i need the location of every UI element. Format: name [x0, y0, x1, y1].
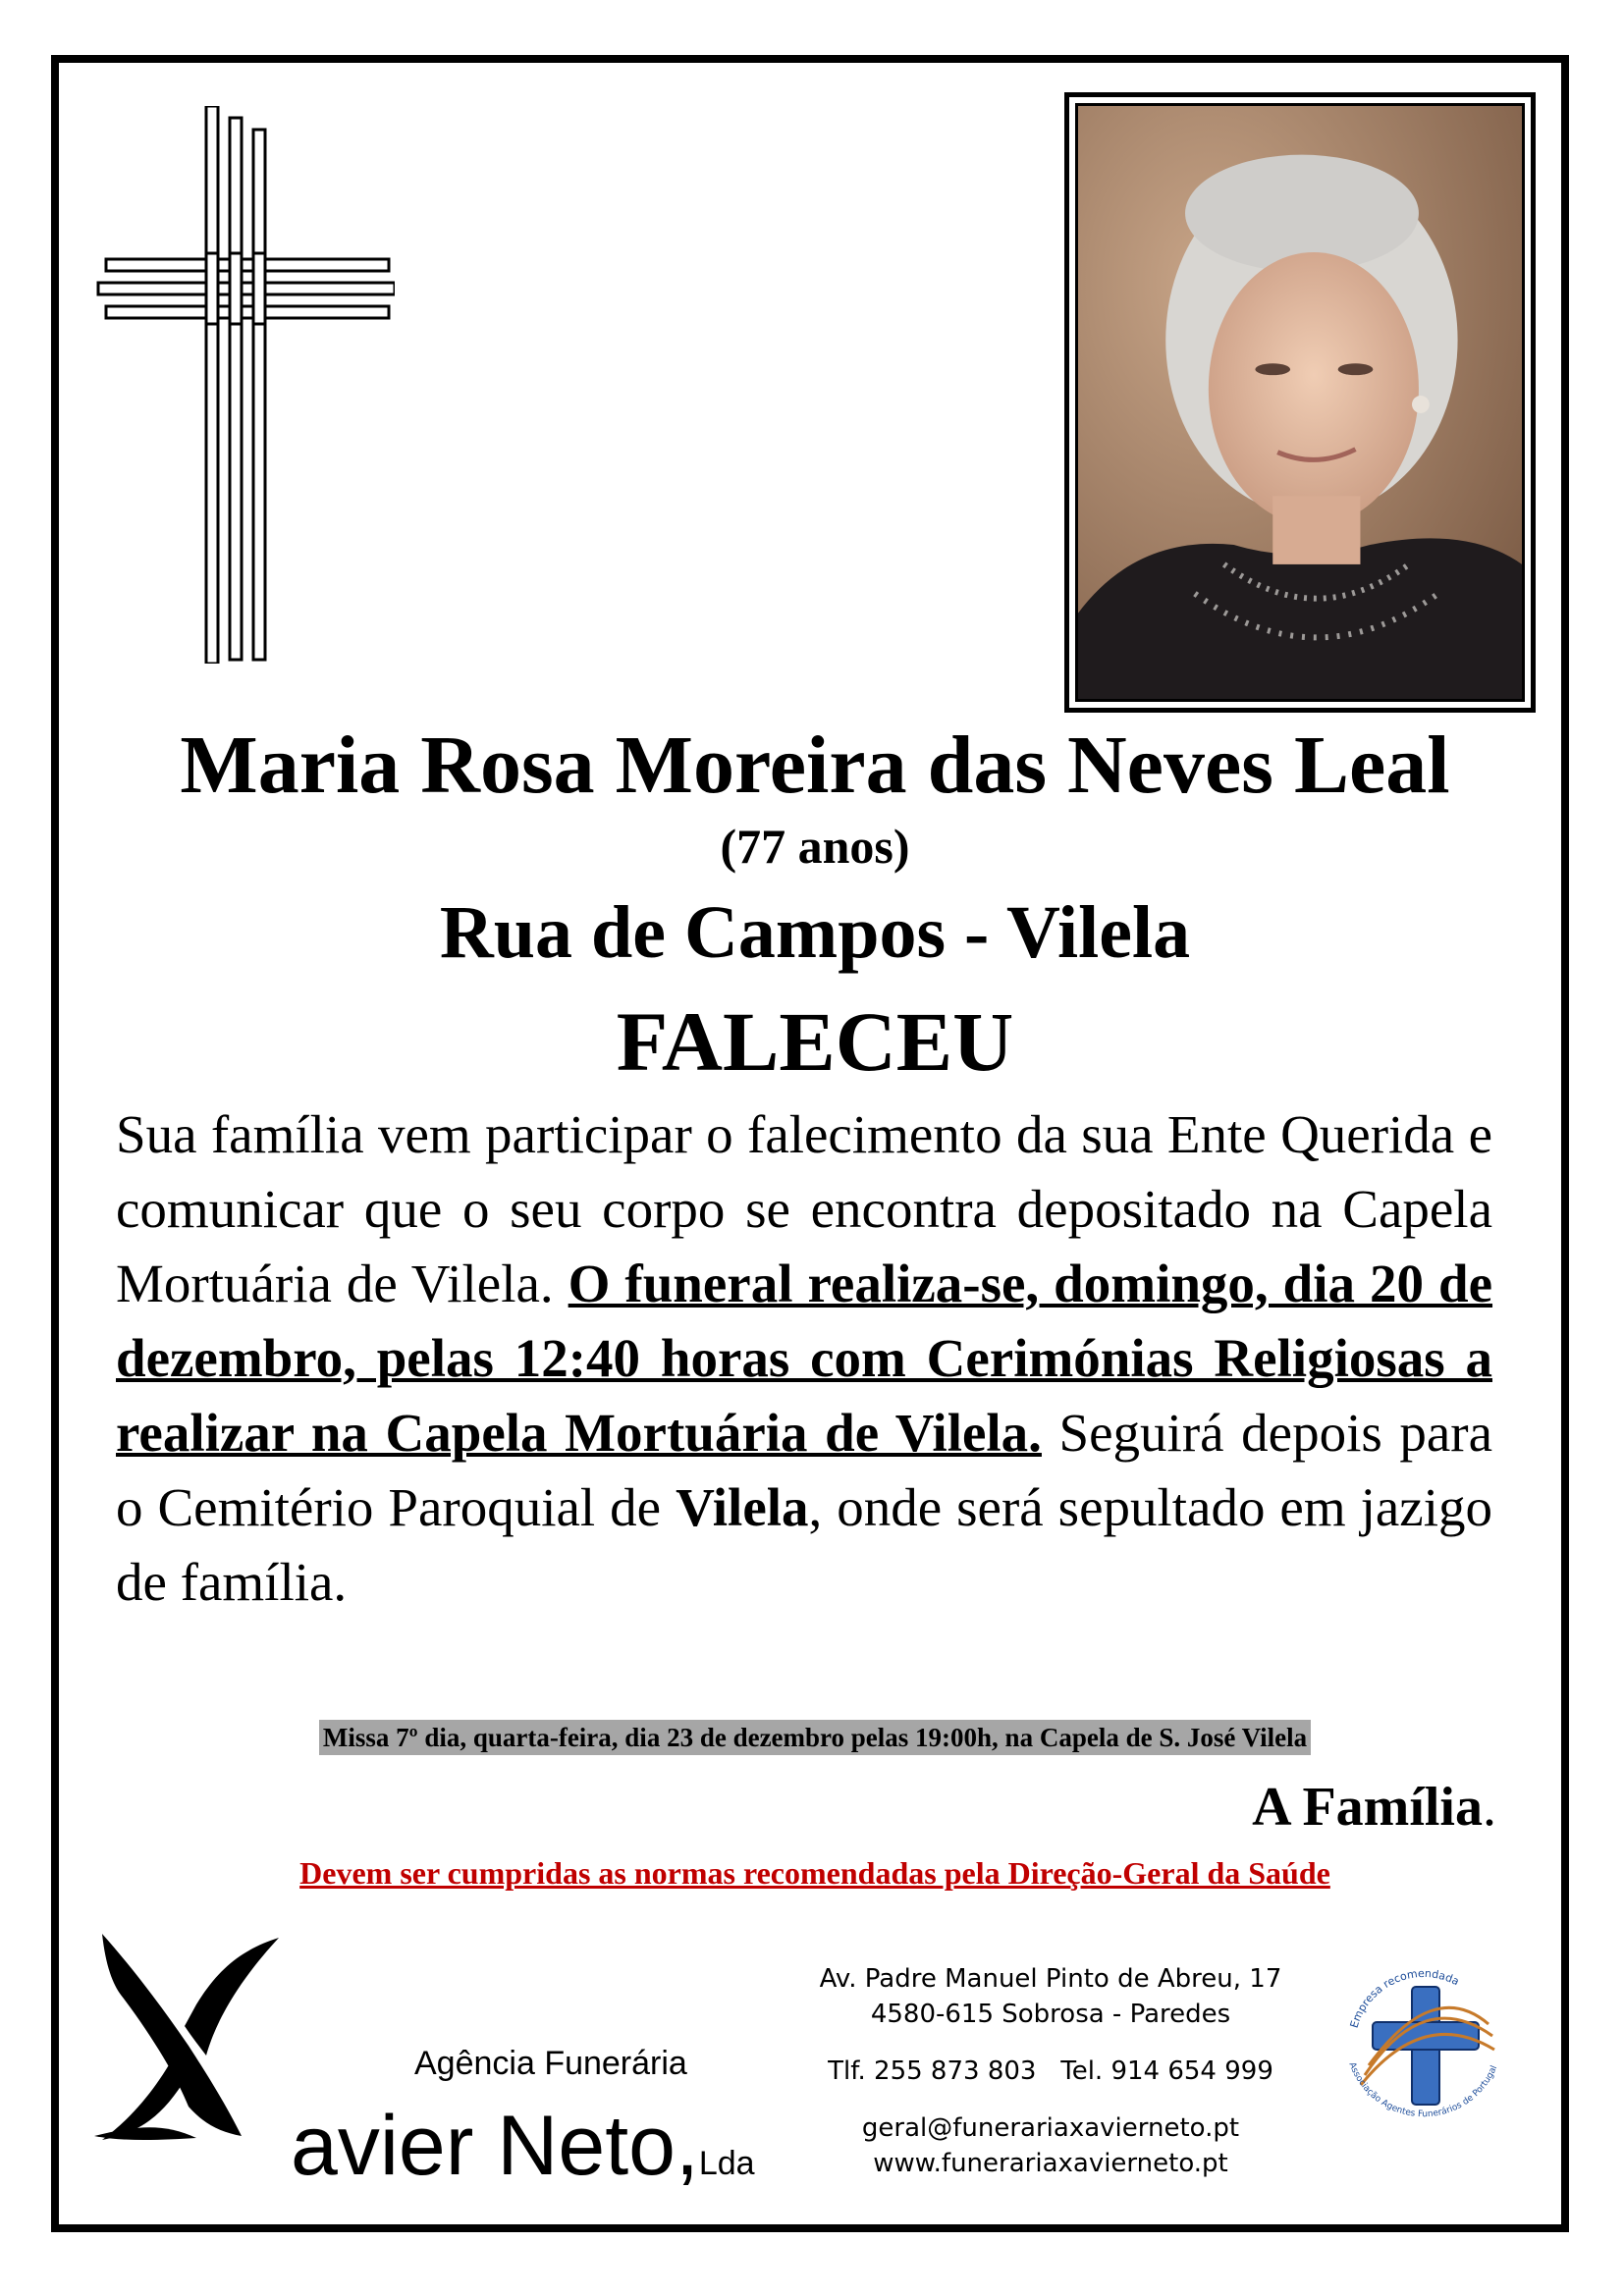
- x-logo-icon: [94, 1930, 291, 2151]
- association-seal-icon: [1326, 1948, 1522, 2149]
- status-heading: FALECEU: [616, 994, 1014, 1089]
- website-link[interactable]: www.funerariaxavierneto.pt: [873, 2149, 1228, 2178]
- deceased-address: Rua de Campos - Vilela: [439, 891, 1191, 974]
- address-line-1: Av. Padre Manuel Pinto de Abreu, 17: [819, 1964, 1282, 1994]
- portrait-photo: [1075, 103, 1525, 702]
- portrait-frame: [1064, 92, 1536, 713]
- mass-notice-row: [108, 1720, 1522, 1755]
- announcement-burial: Seguirá depois para o Cemitério Paroquial de: [116, 1403, 1492, 1537]
- agency-contacts: [776, 1961, 1326, 2181]
- funeral-details: O funeral realiza-se, domingo, dia 20 de dezembro, pelas 12:40 horas com Cerimónias Religiosas a realizar na Capela Mortuária de Vilela.: [116, 1254, 1493, 1463]
- signature-name: A Família: [1252, 1777, 1483, 1838]
- deceased-name: Maria Rosa Moreira das Neves Leal: [180, 720, 1450, 811]
- agency-name-text: avier Neto,: [291, 2099, 699, 2193]
- mass-notice: Missa 7º dia, quarta-feira, dia 23 de dezembro pelas 19:00h, na Capela de S. José Vilela: [319, 1720, 1311, 1755]
- seal-top-text: Empresa recomendada: [1347, 1966, 1462, 2030]
- seal-bottom-text: Associação Agentes Funerários de Portugal: [1346, 2060, 1500, 2120]
- announcement-end: , onde será sepultado em jazigo de família.: [116, 1477, 1492, 1612]
- announcement-text: [116, 1097, 1492, 1620]
- signature: [1252, 1773, 1496, 1842]
- agency-label: Agência Funerária: [414, 2045, 687, 2082]
- signature-period: .: [1483, 1777, 1496, 1838]
- phone-numbers: Tlf. 255 873 803 Tel. 914 654 999: [828, 2056, 1273, 2086]
- announcement-intro: Sua família vem participar o falecimento da sua Ente Querida e comunicar que o seu corpo se encontra depositado na Capela Mortuária de Vilela.: [116, 1104, 1492, 1313]
- agency-name: [291, 2097, 755, 2213]
- cross-icon: [96, 106, 395, 668]
- address-line-2: 4580-615 Sobrosa - Paredes: [870, 2000, 1231, 2029]
- svg-text:Empresa recomendada: [1348, 1967, 1462, 2030]
- deceased-age: (77 anos): [720, 819, 910, 874]
- email-address[interactable]: geral@funerariaxavierneto.pt: [861, 2113, 1240, 2143]
- burial-place: Vilela: [676, 1477, 809, 1537]
- health-notice: Devem ser cumpridas as normas recomendadas pela Direção-Geral da Saúde: [299, 1855, 1330, 1891]
- agency-suffix: Lda: [698, 2145, 755, 2182]
